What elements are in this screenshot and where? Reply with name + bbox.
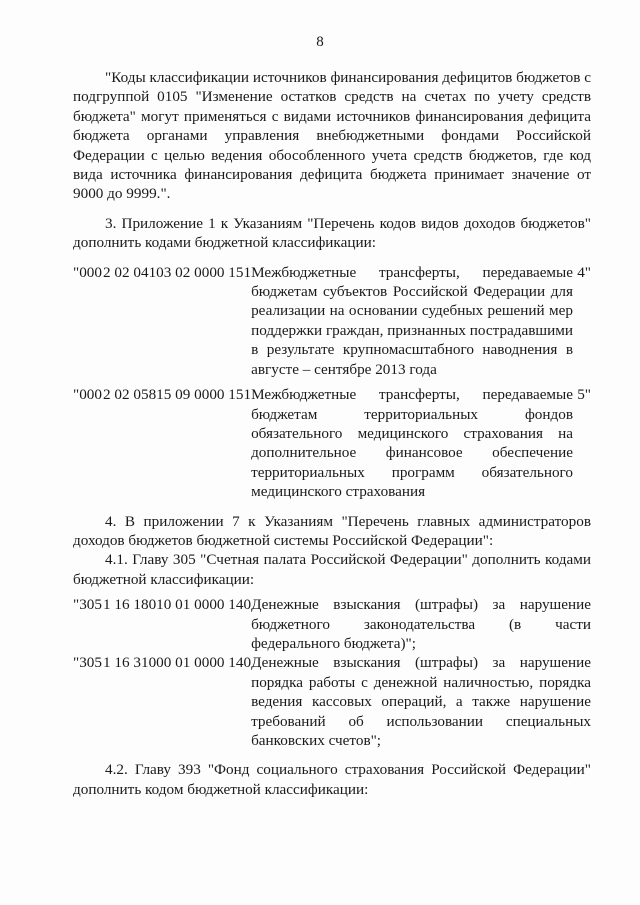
- section-4-1-codes-table: [73, 595, 591, 750]
- budget-classification-code: 2 02 05815 09 0000 151: [103, 386, 252, 404]
- intro-paragraph: "Коды классификации источников финансирования дефицитов бюджетов с подгруппой 0105 "Изменение остатков средств на счетах по учету средств бюджета" могут применяться с видами источников финансирования дефицита бюджета органами управления внебюджетными фондами Российской Федерации с целью ведения обособленного учета средств бюджетов, где код вида источника финансирования дефицита бюджета принимает значение от 9000 до 9999.".: [73, 69, 591, 203]
- budget-classification-code: 1 16 31000 01 0000 140: [103, 654, 252, 672]
- code-description: Межбюджетные трансферты, передаваемые бюджетам территориальных фондов обязательного медицинского страхования на дополнительное финансовое обеспечение территориальных программ обязательного медицинского страхования: [251, 386, 573, 501]
- admin-code: "000: [73, 263, 102, 281]
- table-row: [73, 653, 591, 750]
- code-description: Межбюджетные трансферты, передаваемые бюджетам субъектов Российской Федерации для реализации на основании судебных решений мер поддержки граждан, признанных пострадавшими в результате крупномасштабного наводнения в августе – сентябре 2013 года: [251, 263, 573, 378]
- section-3-codes-table: [73, 263, 591, 502]
- code-description: Денежные взыскания (штрафы) за нарушение порядка работы с денежной наличностью, порядка ведения кассовых операций, а также нарушение требований об использовании специальных банковских счетов";: [251, 654, 591, 749]
- table-row: [73, 385, 591, 501]
- document-body: [73, 68, 591, 799]
- section-4-heading: 4. В приложении 7 к Указаниям "Перечень главных администраторов доходов бюджетов бюджетной системы Российской Федерации":: [73, 512, 591, 549]
- code-description: Денежные взыскания (штрафы) за нарушение бюджетного законодательства (в части федерального бюджета)";: [251, 596, 591, 652]
- admin-code: "305: [73, 596, 102, 614]
- level-marker: 5": [577, 386, 591, 404]
- section-4-1-heading: 4.1. Главу 305 "Счетная палата Российской Федерации" дополнить кодами бюджетной классификации:: [73, 551, 591, 588]
- admin-code: "000: [73, 386, 102, 404]
- budget-classification-code: 2 02 04103 02 0000 151: [103, 263, 252, 281]
- admin-code: "305: [73, 654, 102, 672]
- section-3-heading: 3. Приложение 1 к Указаниям "Перечень кодов видов доходов бюджетов" дополнить кодами бюджетной классификации:: [73, 214, 591, 252]
- section-4-2-heading: 4.2. Главу 393 "Фонд социального страхования Российской Федерации" дополнить кодом бюджетной классификации:: [73, 761, 591, 798]
- budget-classification-code: 1 16 18010 01 0000 140: [103, 596, 252, 614]
- level-marker: 4": [577, 263, 591, 281]
- page-number: 8: [316, 34, 324, 50]
- table-row: [73, 595, 591, 653]
- table-row: [73, 263, 591, 379]
